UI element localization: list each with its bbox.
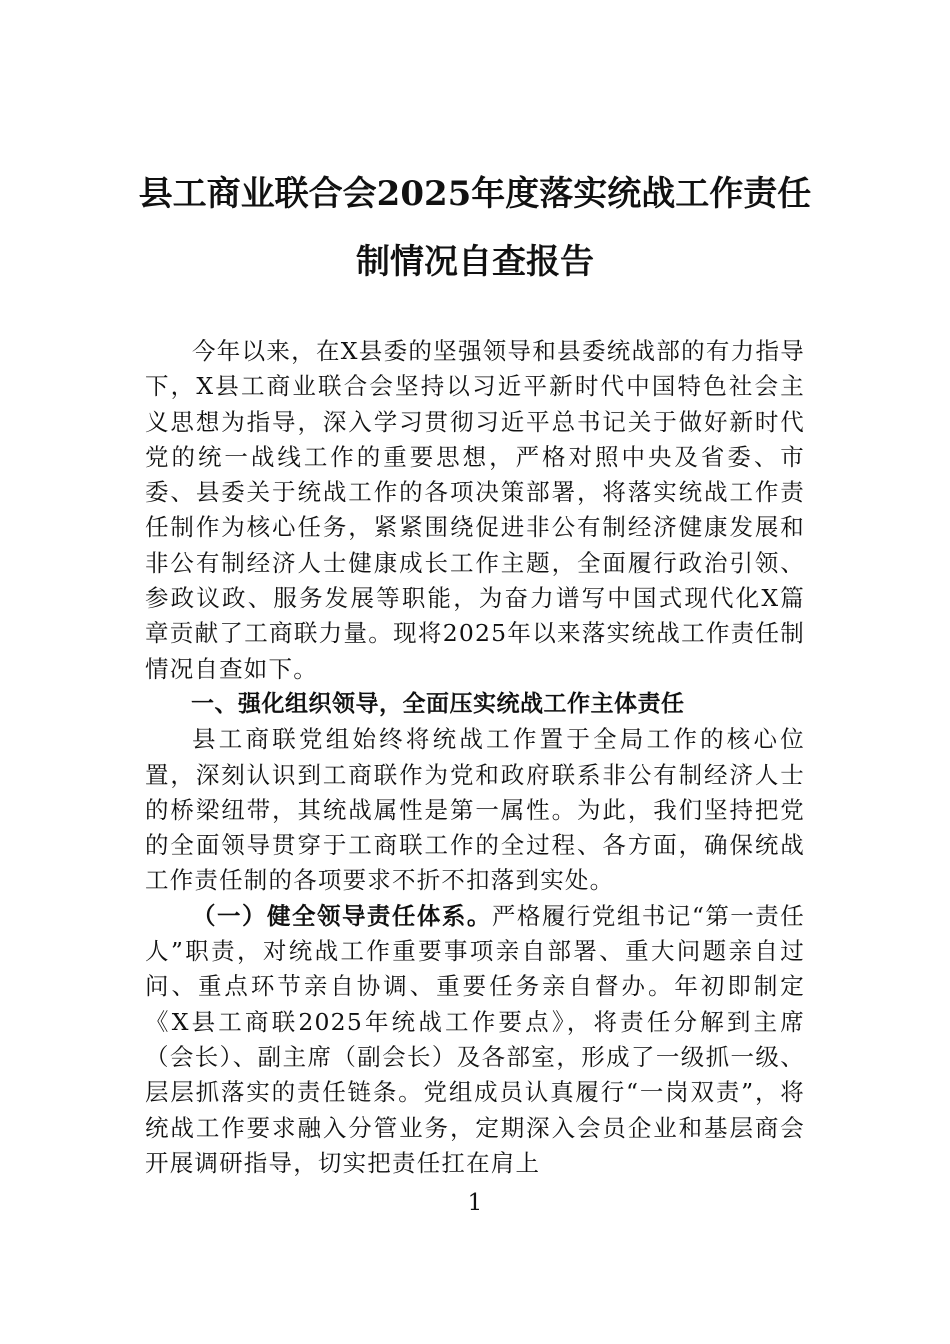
subsection-paragraph-1 — [145, 899, 805, 1181]
document-title: 县工商业联合会2025年度落实统战工作责任制情况自查报告 — [138, 174, 812, 282]
subsection-lead-1: （一）健全领导责任体系。 — [192, 901, 492, 930]
page-number: 1 — [467, 1190, 483, 1216]
section-heading-1: 一、强化组织领导，全面压实统战工作主体责任 — [191, 690, 685, 717]
section1-paragraph: 县工商联党组始终将统战工作置于全局工作的核心位置，深刻认识到工商联作为党和政府联系非公有制经济人士的桥梁纽带，其统战属性是第一属性。为此，我们坚持把党的全面领导贯穿于工商联工作的全过程、各方面，确保统战工作责任制的各项要求不折不扣落到实处。 — [145, 725, 805, 895]
intro-paragraph: 今年以来，在X县委的坚强领导和县委统战部的有力指导下，X县工商业联合会坚持以习近平新时代中国特色社会主义思想为指导，深入学习贯彻习近平总书记关于做好新时代党的统一战线工作的重要思想，严格对照中央及省委、市委、县委关于统战工作的各项决策部署，将落实统战工作责任制作为核心任务，紧紧围绕促进非公有制经济健康发展和非公有制经济人士健康成长工作主题，全面履行政治引领、参政议政、服务发展等职能，为奋力谱写中国式现代化X篇章贡献了工商联力量。现将2025年以来落实统战工作责任制情况自查如下。 — [145, 337, 805, 683]
document-body — [145, 334, 805, 1181]
subsection-text-1: 严格履行党组书记“第一责任人”职责，对统战工作重要事项亲自部署、重大问题亲自过问、重点环节亲自协调、重要任务亲自督办。年初即制定《X县工商联2025年统战工作要点》，将责任分解到主席（会长）、副主席（副会长）及各部室，形成了一级抓一级、层层抓落实的责任链条。党组成员认真履行“一岗双责”，将统战工作要求融入分管业务，定期深入会员企业和基层商会开展调研指导，切实把责任扛在肩上 — [145, 901, 805, 1177]
